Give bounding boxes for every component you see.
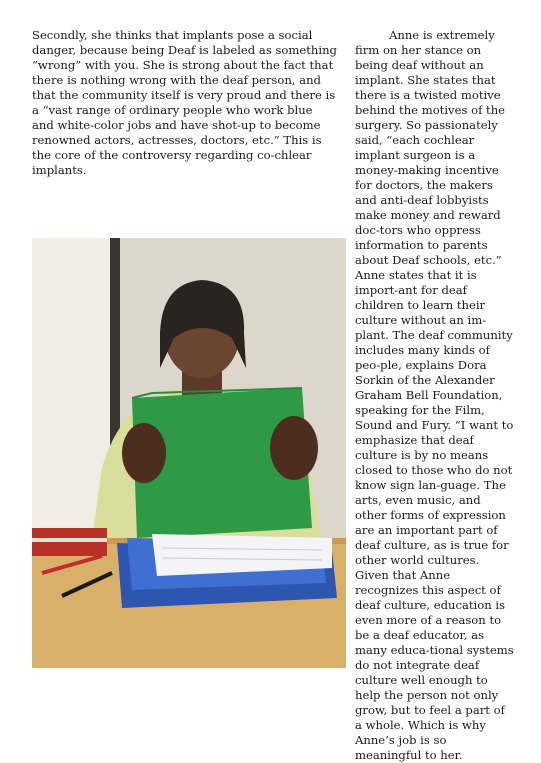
article-photo — [32, 238, 346, 668]
right-column-paragraph-2: Anne states that it is import-ant for deaf children to learn their culture without an im-plant. The deaf community includes many kinds of peo-ple, explains Dora Sorkin of the Alexander Graham Bell Foundation, speaking for the Film, Sound and Fury. “I want to emphasize that deaf culture is by no means closed to those who do not know sign lan-guage. The arts, even music, and other forms of expression are an important part of deaf culture, as is true for other world cultures. Given that Anne recognizes this aspect of deaf culture, education is even more of a reason to be a deaf educator, as many educa-tional systems do not integrate deaf culture well enough to help the person not only grow, but to feel a part of a whole. Which is why Anne’s job is so meaningful to her. — [355, 268, 514, 762]
left-column-paragraph: Secondly, she thinks that implants pose a social danger, because being Deaf is labeled as something “wrong” with you. She is strong about the fact that there is nothing wrong with the deaf person, and that the community itself is very proud and there is a “vast range of ordinary people who work blue and white-color jobs and have shot-up to become renowned actors, actresses, doctors, etc.” This is the core of the controversy regarding co-chlear implants. — [32, 28, 337, 177]
right-column-paragraph-1: Anne is extremely firm on her stance on being deaf without an implant. She states that there is a twisted motive behind the motives of the surgery. So passionately said, “each cochlear implant surgeon is a money-making incentive for doctors, the makers and anti-deaf lobbyists make money and reward doc-tors who oppress information to parents about Deaf schools, etc.” — [355, 28, 506, 267]
right-column — [355, 28, 515, 763]
photo-illustration — [32, 238, 346, 668]
